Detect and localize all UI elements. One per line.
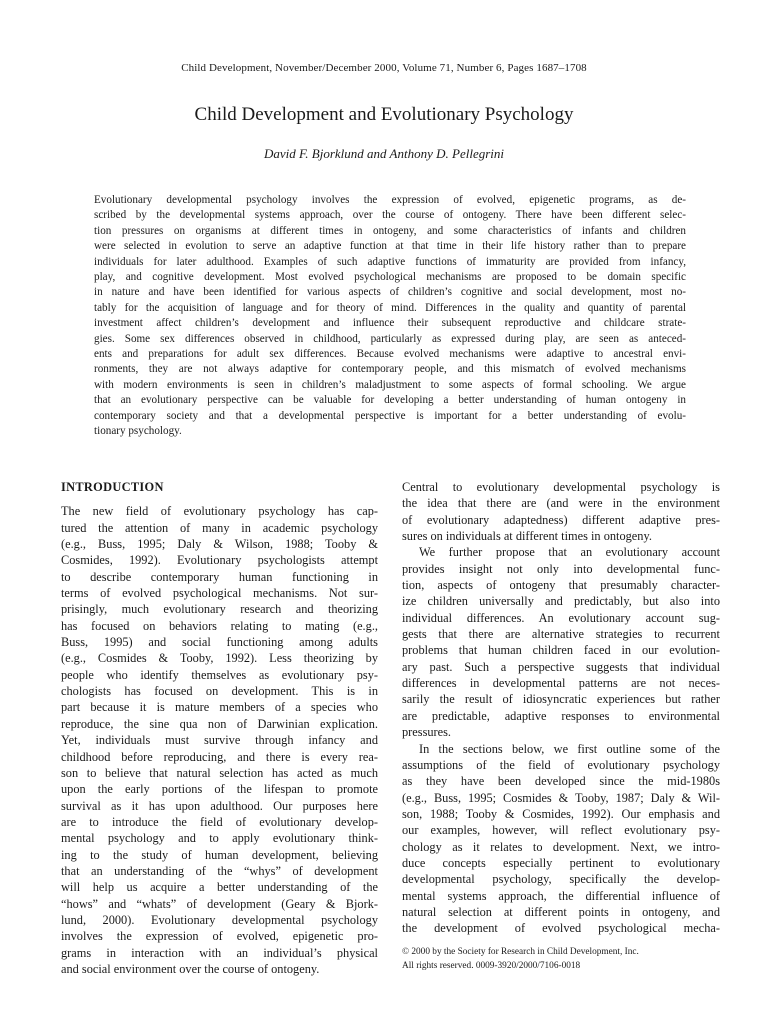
abstract-line: ents and preparations for adult sex differences. Because evolved mechanisms were adaptive to ancestral envi-	[94, 348, 686, 361]
intro-paragraph	[61, 503, 378, 977]
body-line: individual differences. An evolutionary account sug-	[402, 610, 720, 625]
abstract-line: investment affect children’s development and influence their subsequent reproductive and childcare strate-	[94, 317, 686, 330]
right-column	[402, 479, 720, 937]
body-line: childhood before reproducing, and there is every rea-	[61, 749, 378, 764]
abstract-line: tionary psychology.	[94, 425, 182, 438]
abstract-line: gies. Some sex differences observed in childhood, particularly as expressed during play, are seen as anteced-	[94, 332, 686, 345]
body-line: of evolutionary adaptedness) different adaptive pres-	[402, 512, 720, 527]
abstract-line: were selected in evolution to serve an adaptive function at that time in their life history rather than to prepare	[94, 240, 686, 253]
body-line: “hows” and “whats” of development (Geary & Bjork-	[61, 896, 378, 911]
body-line: our examples, however, will reflect evolutionary psy-	[402, 823, 720, 838]
abstract-line: that an evolutionary perspective can be valuable for developing a better understanding of human ontogeny in	[94, 394, 686, 407]
body-line: are to introduce the field of evolutionary develop-	[61, 814, 378, 829]
rights-line: All rights reserved. 0009-3920/2000/7106-0018	[402, 961, 581, 971]
body-line: has focused on behaviors relating to mating (e.g.,	[61, 618, 378, 633]
body-line: grams in interaction with an individual’s physical	[61, 945, 378, 960]
body-line: (e.g., Buss, 1995; Cosmides & Tooby, 1987; Daly & Wil-	[402, 790, 720, 805]
body-line: to describe contemporary human functioning in	[61, 569, 378, 584]
body-line: will help us acquire a better understanding of the	[61, 880, 378, 895]
abstract-line: ronments, they are not always adaptive for contemporary people, and this mismatch of evolved mechanisms	[94, 363, 686, 376]
body-line: prisingly, much evolutionary research and theorizing	[61, 602, 378, 617]
abstract-line: with modern environments is seen in children’s maladjustment to some aspects of formal schooling. We argue	[94, 378, 686, 391]
abstract	[94, 193, 686, 440]
body-line: Buss, 1995) and social functioning among adults	[61, 635, 378, 650]
copyright-line: © 2000 by the Society for Research in Child Development, Inc.	[402, 947, 639, 957]
body-line: duce concepts especially pertinent to evolutionary	[402, 855, 720, 870]
intro-paragraph-continued	[402, 479, 720, 544]
body-line: provides insight not only into developmental func-	[402, 561, 720, 576]
left-column	[61, 479, 378, 977]
body-line: (e.g., Cosmides & Tooby, 1992). Less theorizing by	[61, 651, 378, 666]
body-line: The new field of evolutionary psychology has cap-	[61, 504, 378, 519]
abstract-line: Evolutionary developmental psychology involves the expression of evolved, epigenetic programs, as de-	[94, 194, 686, 206]
body-line: developmental psychology, specifically the develop-	[402, 872, 720, 887]
body-line: upon the early portions of the lifespan to promote	[61, 782, 378, 797]
section-heading-introduction: INTRODUCTION	[61, 480, 164, 494]
body-line: the idea that there are (and were in the environment	[402, 496, 720, 511]
body-line: (e.g., Buss, 1995; Daly & Wilson, 1988; Tooby &	[61, 537, 378, 552]
body-line: problems that human children faced in our evolution-	[402, 643, 720, 658]
body-line: mental psychology and to apply evolutionary think-	[61, 831, 378, 846]
abstract-line: in nature and have been identified for various aspects of children’s cognitive and social development, most no-	[94, 286, 686, 299]
abstract-line: contemporary society and that a developmental perspective is important for a better understanding of evolu-	[94, 409, 686, 422]
body-line: mental systems approach, the differential influence of	[402, 888, 720, 903]
body-line: ary past. Such a perspective suggests that individual	[402, 659, 720, 674]
copyright-footer	[402, 945, 720, 973]
body-line: tured the attention of many in academic psychology	[61, 520, 378, 535]
intro-paragraph	[402, 741, 720, 937]
intro-paragraph	[402, 544, 720, 740]
body-line: lund, 2000). Evolutionary developmental psychology	[61, 912, 378, 927]
body-line: part because it is mature members of a species who	[61, 700, 378, 715]
body-line: involves the expression of evolved, epigenetic pro-	[61, 929, 378, 944]
body-line: pressures.	[402, 725, 452, 740]
body-line: natural selection at different points in ontogeny, and	[402, 904, 720, 919]
body-line: sarily the result of idiosyncratic experiences but rather	[402, 692, 720, 707]
body-line: son to believe that natural selection has acted as much	[61, 765, 378, 780]
abstract-line: tion pressures on organisms at different times in ontogeny, and some characteristics of infants and children	[94, 224, 686, 237]
body-line: Yet, individuals must survive through infancy and	[61, 733, 378, 748]
body-line: people who identify themselves as evolutionary psy-	[61, 667, 378, 682]
body-line: chology as it relates to development. Next, we intro-	[402, 839, 720, 854]
body-line: terms of evolved psychological mechanisms. Not sur-	[61, 586, 378, 601]
body-line: the development of evolved psychological mecha-	[402, 921, 720, 936]
body-line: ize children universally and predictably, but also into	[402, 594, 720, 609]
body-line: that an understanding of the “whys” of development	[61, 863, 378, 878]
abstract-line: tably for the acquisition of language and for theory of mind. Differences in the quality and quantity of parental	[94, 301, 686, 314]
body-line: son, 1988; Tooby & Cosmides, 1992). Our emphasis and	[402, 806, 720, 821]
journal-citation: Child Development, November/December 2000, Volume 71, Number 6, Pages 1687–1708	[181, 62, 587, 74]
body-line: Cosmides, 1992). Evolutionary psychologists attempt	[61, 553, 378, 568]
body-line: are predictable, adaptive responses to environmental	[402, 708, 720, 723]
article-authors: David F. Bjorklund and Anthony D. Pellegrini	[264, 146, 504, 161]
body-line: assumptions of the field of evolutionary psychology	[402, 757, 720, 772]
abstract-line: play, and cognitive development. Most evolved psychological mechanisms are proposed to be domain specific	[94, 271, 686, 284]
body-line: survival as it has upon adulthood. Our purposes here	[61, 798, 378, 813]
body-line: In the sections below, we first outline some of the	[419, 741, 720, 756]
article-title: Child Development and Evolutionary Psychology	[194, 104, 574, 125]
body-line: differences in developmental patterns are not neces-	[402, 676, 720, 691]
body-line: ing to the study of human development, believing	[61, 847, 378, 862]
abstract-line: individuals for later adulthood. Examples of such adaptive functions of immaturity are provided from infancy,	[94, 255, 686, 268]
body-line: sures on individuals at different times in ontogeny.	[402, 529, 652, 544]
body-line: and social environment over the course of ontogeny.	[61, 961, 320, 976]
body-line: Central to evolutionary developmental psychology is	[402, 480, 720, 494]
body-line: as they have been developed since the mid-1980s	[402, 774, 720, 789]
abstract-line: scribed by the developmental systems approach, over the course of ontogeny. There have been different selec-	[94, 209, 686, 222]
body-line: We further propose that an evolutionary account	[419, 545, 720, 560]
body-line: reproduce, the sine qua non of Darwinian explication.	[61, 716, 378, 731]
body-line: tion, aspects of ontogeny that presumably character-	[402, 578, 720, 593]
body-line: gests that there are alternative strategies to recurrent	[402, 627, 720, 642]
body-line: chologists has focused on development. This is in	[61, 684, 378, 699]
